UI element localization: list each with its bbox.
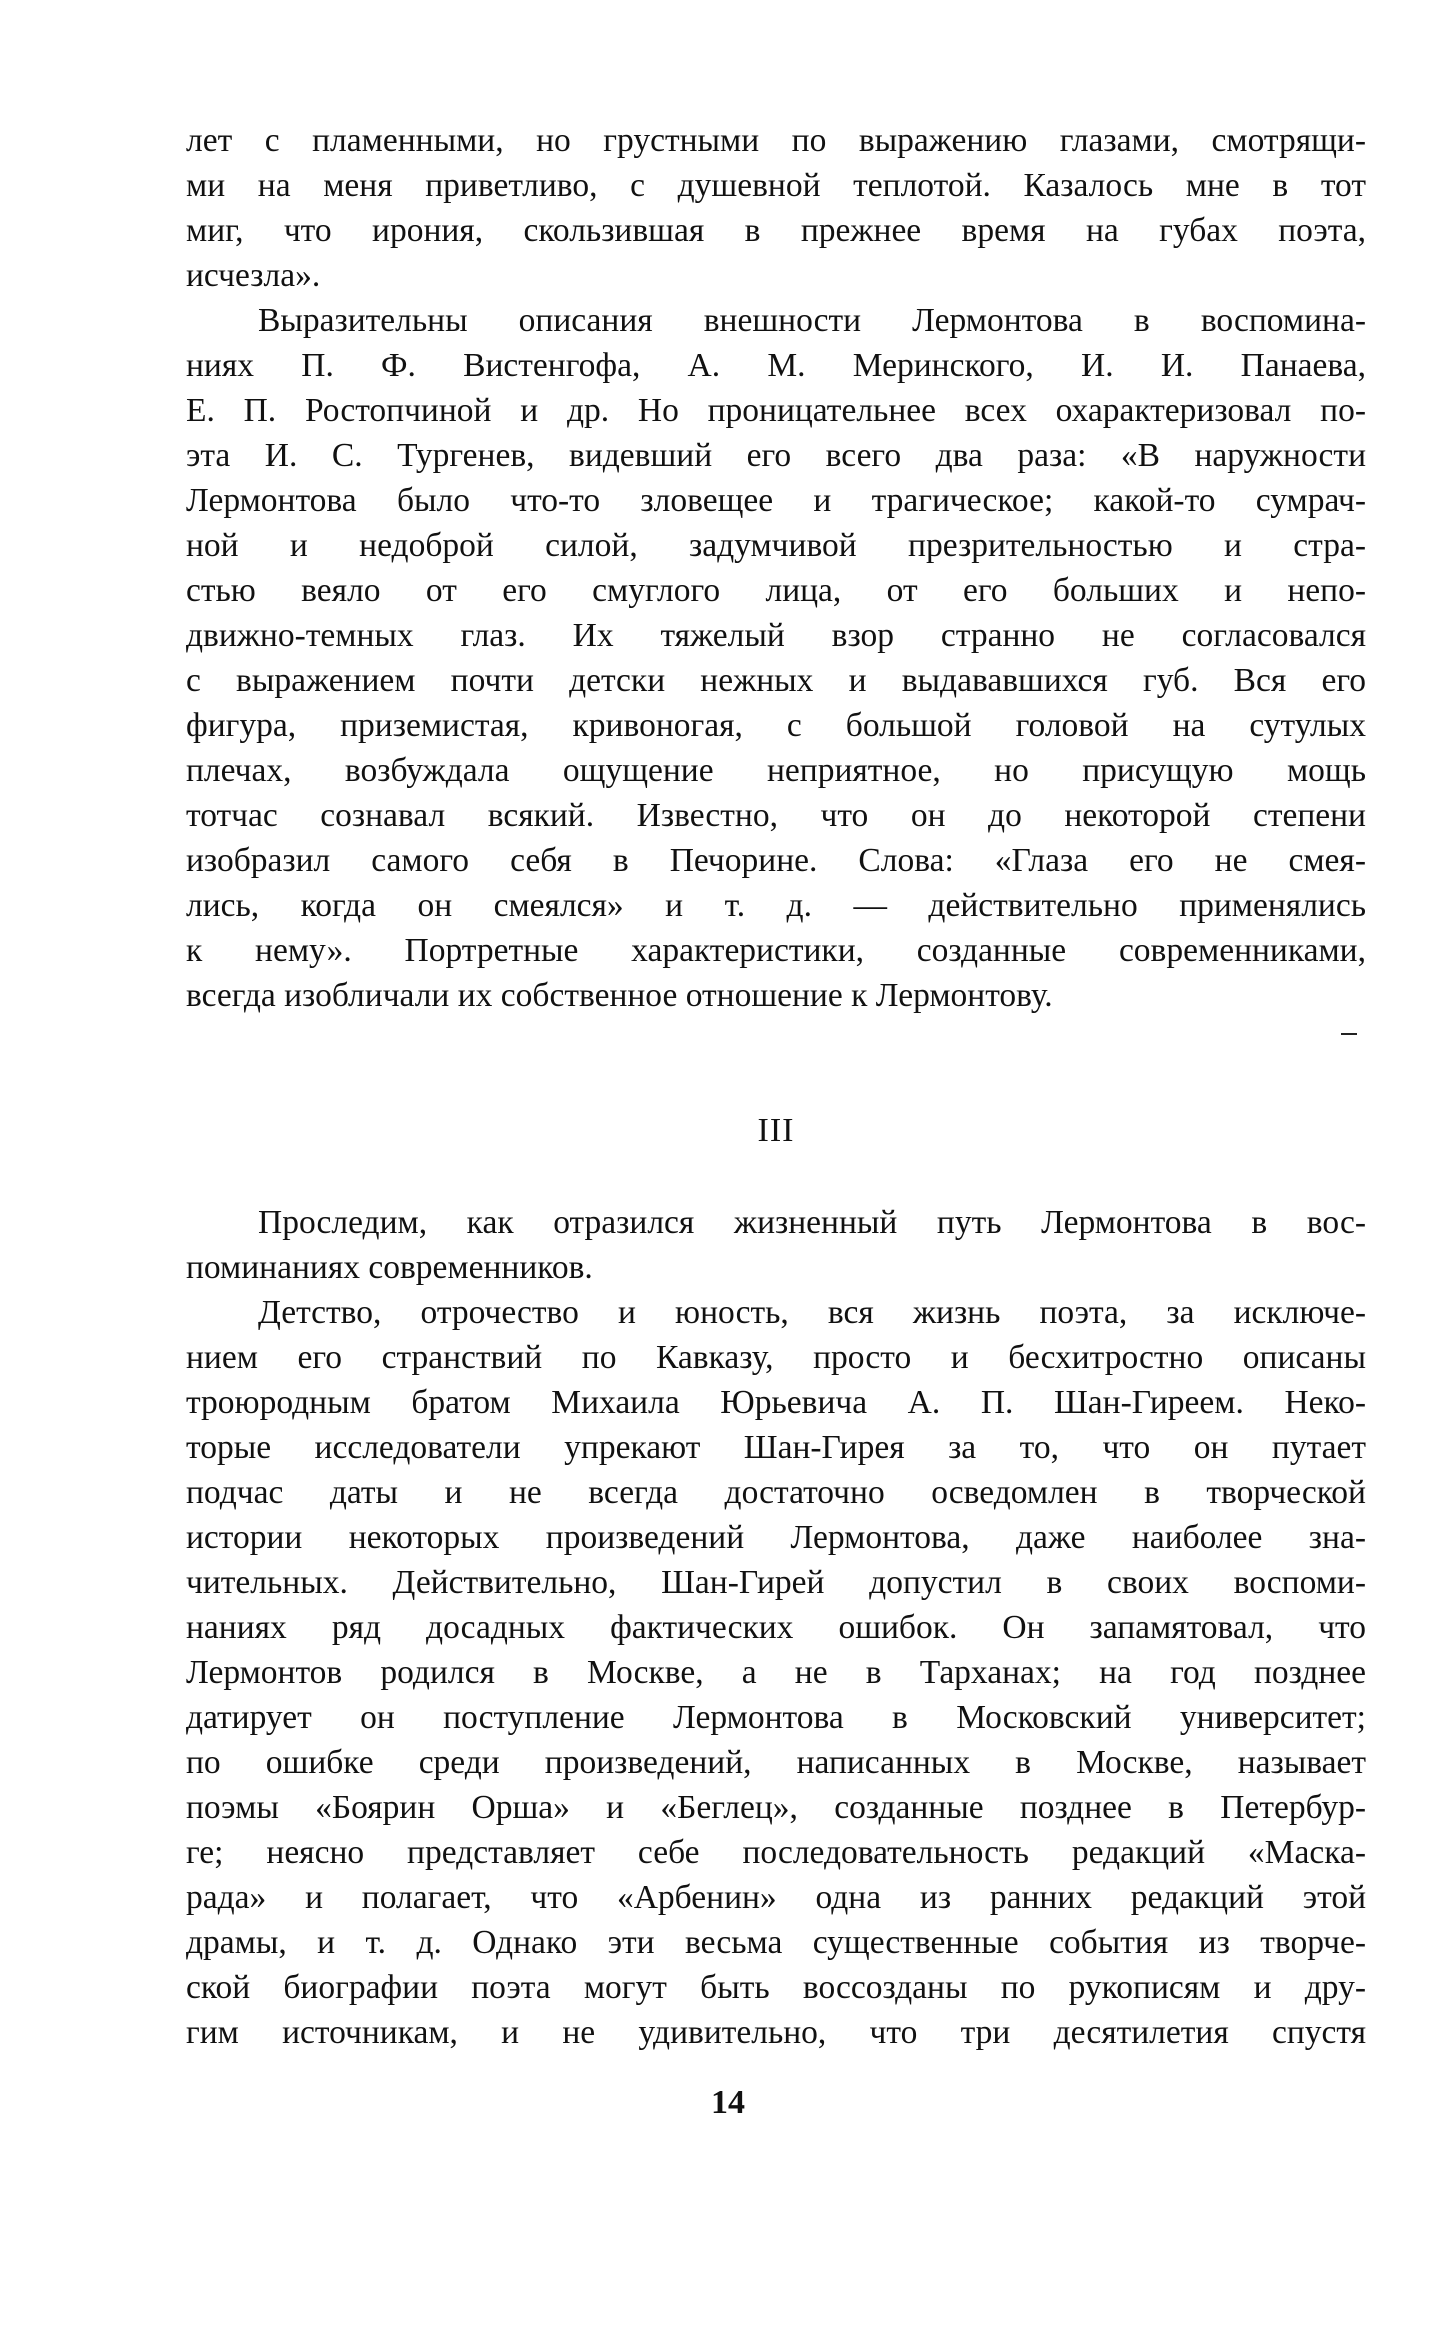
text-line: рада» и полагает, что «Арбенин» одна из ранних редакций этой (186, 1879, 1366, 1916)
text-line: чительных. Действительно, Шан-Гирей допустил в своих воспоми- (186, 1564, 1366, 1601)
paragraph-2 (186, 298, 1366, 1018)
text-line: Выразительны описания внешности Лермонтова в воспомина- (258, 302, 1366, 339)
text-line: ской биографии поэта могут быть воссозданы по рукописям и дру- (186, 1969, 1366, 2006)
text-line: лись, когда он смеялся» и т. д. — действительно применялись (186, 887, 1366, 924)
paragraph-1 (186, 118, 1366, 298)
text-line: Лермонтова было что-то зловещее и трагическое; какой-то сумрач- (186, 482, 1366, 519)
text-line: стью веяло от его смуглого лица, от его больших и непо- (186, 572, 1366, 609)
paragraph-4 (186, 1290, 1366, 2055)
text-line: исчезла». (186, 257, 321, 294)
text-line: наниях ряд досадных фактических ошибок. Он запамятовал, что (186, 1609, 1366, 1646)
text-line: изобразил самого себя в Печорине. Слова: «Глаза его не смея- (186, 842, 1366, 879)
text-line: Проследим, как отразился жизненный путь Лермонтова в вос- (258, 1204, 1366, 1241)
text-line: Е. П. Ростопчиной и др. Но проницательнее всех охарактеризовал по- (186, 392, 1366, 429)
text-line: подчас даты и не всегда достаточно осведомлен в творческой (186, 1474, 1366, 1511)
text-line: ми на меня приветливо, с душевной теплотой. Казалось мне в тот (186, 167, 1366, 204)
text-line: нием его странствий по Кавказу, просто и бесхитростно описаны (186, 1339, 1366, 1376)
text-line: поминаниях современников. (186, 1249, 593, 1286)
text-line: гим источникам, и не удивительно, что три десятилетия спустя (186, 2014, 1366, 2051)
text-line: датирует он поступление Лермонтова в Московский университет; (186, 1699, 1366, 1736)
text-line: по ошибке среди произведений, написанных в Москве, называет (186, 1744, 1366, 1781)
text-line: лет с пламенными, но грустными по выражению глазами, смотрящи- (186, 122, 1366, 159)
text-line: к нему». Портретные характеристики, созданные современниками, (186, 932, 1366, 969)
text-line: тотчас сознавал всякий. Известно, что он до некоторой степени (186, 797, 1366, 834)
text-line: ге; неясно представляет себе последовательность редакций «Маска- (186, 1834, 1366, 1871)
text-line: движно-темных глаз. Их тяжелый взор странно не согласовался (186, 617, 1366, 654)
text-line: ной и недоброй силой, задумчивой презрительностью и стра- (186, 527, 1366, 564)
text-line: торые исследователи упрекают Шан-Гирея за то, что он путает (186, 1429, 1366, 1466)
paragraph-3 (186, 1200, 1366, 1290)
text-line: с выражением почти детски нежных и выдававшихся губ. Вся его (186, 662, 1366, 699)
text-block-bottom (186, 1200, 1366, 2055)
text-line: ниях П. Ф. Вистенгофа, А. М. Меринского, И. И. Панаева, (186, 347, 1366, 384)
section-heading: III (757, 1112, 795, 1149)
text-line: миг, что ирония, скользившая в прежнее время на губах поэта, (186, 212, 1366, 249)
page-number: 14 (711, 2084, 745, 2121)
text-line: Детство, отрочество и юность, вся жизнь поэта, за исключе- (258, 1294, 1366, 1331)
text-line: Лермонтов родился в Москве, а не в Тарханах; на год позднее (186, 1654, 1366, 1691)
stray-dash-mark (1341, 1033, 1357, 1035)
text-line: эта И. С. Тургенев, видевший его всего два раза: «В наружности (186, 437, 1366, 474)
text-block-top (186, 118, 1366, 1149)
text-line: фигура, приземистая, кривоногая, с большой головой на сутулых (186, 707, 1366, 744)
text-line: поэмы «Боярин Орша» и «Беглец», созданные позднее в Петербур- (186, 1789, 1366, 1826)
text-line: троюродным братом Михаила Юрьевича А. П. Шан-Гиреем. Неко- (186, 1384, 1366, 1421)
text-line: истории некоторых произведений Лермонтова, даже наиболее зна- (186, 1519, 1366, 1556)
text-line: плечах, возбуждала ощущение неприятное, но присущую мощь (186, 752, 1366, 789)
text-line: всегда изобличали их собственное отношение к Лермонтову. (186, 977, 1053, 1014)
text-line: драмы, и т. д. Однако эти весьма существенные события из творче- (186, 1924, 1366, 1961)
